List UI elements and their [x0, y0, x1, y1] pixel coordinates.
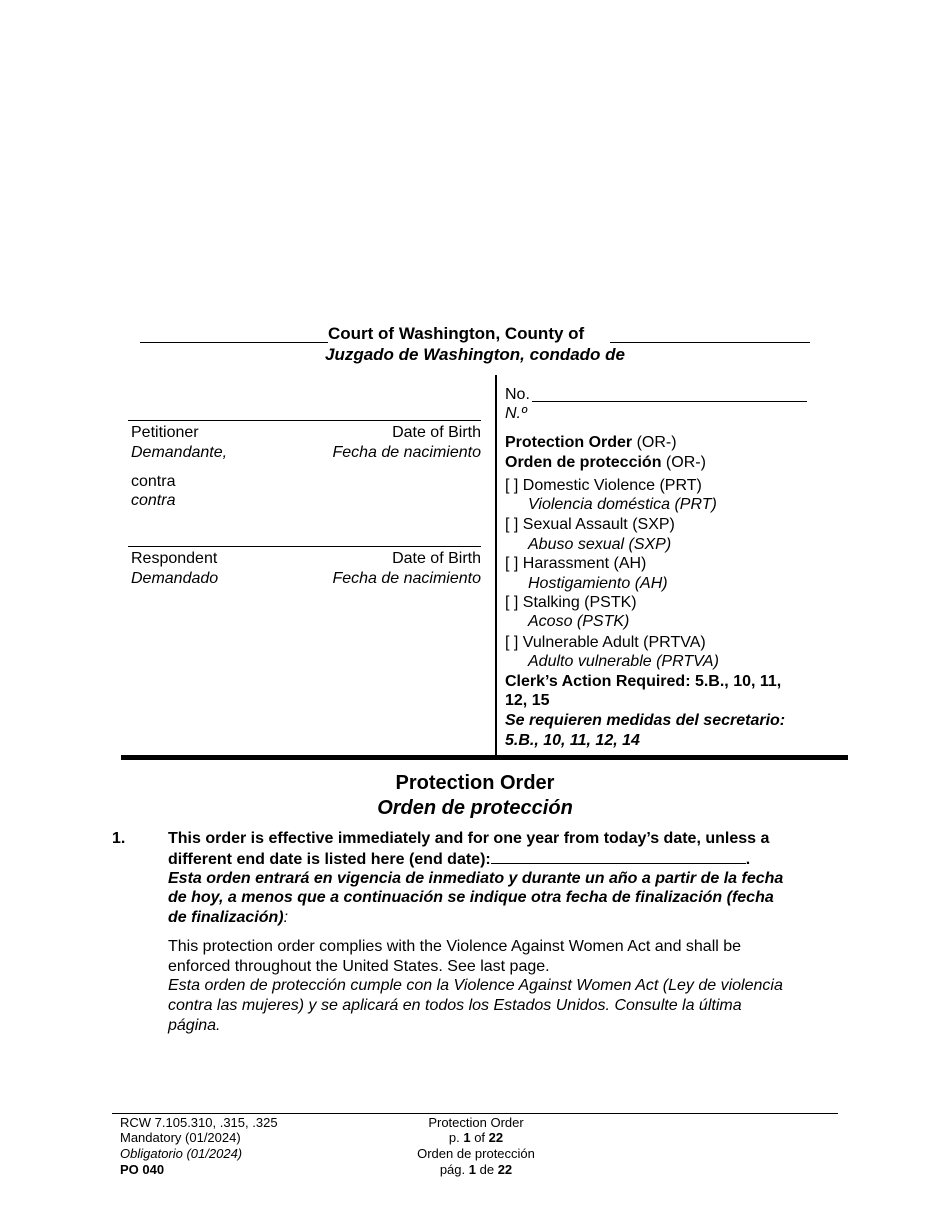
petitioner-label-es: Demandante, — [131, 444, 228, 461]
end-date-field[interactable] — [491, 849, 746, 864]
vawa-line2: enforced throughout the United States. See last page. — [168, 958, 550, 975]
clerk-action-es-line1: Se requieren medidas del secretario: — [505, 712, 786, 729]
case-number-label: No. — [505, 386, 530, 403]
petitioner-line[interactable] — [128, 420, 481, 421]
option-sexual-assault-es: Abuso sexual (SXP) — [528, 536, 672, 553]
effective-es-line2: de hoy, a menos que a continuación se indique otra fecha de finalización (fecha — [168, 889, 774, 906]
vawa-es-line3: página. — [168, 1017, 221, 1034]
checkbox[interactable]: [ ] — [505, 516, 519, 533]
option-vulnerable-adult[interactable]: [ ] Vulnerable Adult (PRTVA) — [505, 634, 706, 651]
effective-line1: This order is effective immediately and for one year from today’s date, unless a — [168, 830, 770, 847]
footer-mandatory: Mandatory (01/2024) — [120, 1130, 241, 1145]
option-harassment-es: Hostigamiento (AH) — [528, 575, 668, 592]
order-type-title: Protection Order (OR-) — [505, 434, 677, 451]
case-number-label-es: N.º — [505, 405, 527, 422]
option-domestic-violence-es: Violencia doméstica (PRT) — [528, 496, 717, 513]
clerk-action-es-line2: 5.B., 10, 11, 12, 14 — [505, 732, 640, 749]
effective-line2: different end date is listed here (end date): . — [168, 851, 751, 868]
court-title: Court of Washington, County of — [328, 324, 585, 343]
versus-label-es: contra — [131, 492, 176, 509]
respondent-label-es: Demandado — [131, 570, 219, 587]
option-stalking-es: Acoso (PSTK) — [528, 613, 630, 630]
page-title: Protection Order — [395, 772, 555, 794]
checkbox[interactable]: [ ] — [505, 594, 519, 611]
respondent-label: Respondent — [131, 550, 218, 567]
caption-divider — [495, 375, 497, 755]
order-type-title-es: Orden de protección (OR-) — [505, 454, 706, 471]
respondent-dob-label-es: Fecha de nacimiento — [332, 570, 481, 587]
footer-page-number: p. 1 of 22 — [448, 1130, 504, 1145]
vawa-es-line2: contra las mujeres) y se aplicará en todos los Estados Unidos. Consulte la última — [168, 997, 742, 1014]
option-sexual-assault[interactable]: [ ] Sexual Assault (SXP) — [505, 516, 675, 533]
option-domestic-violence[interactable]: [ ] Domestic Violence (PRT) — [505, 477, 702, 494]
clerk-action-line1: Clerk’s Action Required: 5.B., 10, 11, — [505, 673, 782, 690]
petitioner-dob-label-es: Fecha de nacimiento — [332, 444, 481, 461]
vawa-es-line1: Esta orden de protección cumple con la Violence Against Women Act (Ley de violencia — [168, 977, 783, 994]
checkbox[interactable]: [ ] — [505, 477, 519, 494]
checkbox[interactable]: [ ] — [505, 555, 519, 572]
footer-rcw: RCW 7.105.310, .315, .325 — [120, 1115, 278, 1130]
option-harassment[interactable]: [ ] Harassment (AH) — [505, 555, 647, 572]
section-number: 1. — [112, 830, 126, 847]
footer-title-es: Orden de protección — [417, 1146, 535, 1161]
checkbox[interactable]: [ ] — [505, 634, 519, 651]
option-stalking[interactable]: [ ] Stalking (PSTK) — [505, 594, 637, 611]
caption-bottom-rule — [121, 755, 848, 760]
effective-es-line3: de finalización): — [168, 909, 289, 926]
page-title-es: Orden de protección — [377, 797, 573, 819]
respondent-line[interactable] — [128, 546, 481, 547]
county-blank-right[interactable] — [610, 342, 810, 343]
county-blank-left[interactable] — [140, 342, 328, 343]
petitioner-dob-label: Date of Birth — [392, 424, 481, 441]
court-title-es: Juzgado de Washington, condado de — [324, 345, 626, 364]
vawa-line1: This protection order complies with the Violence Against Women Act and shall be — [168, 938, 742, 955]
footer-obligatorio: Obligatorio (01/2024) — [120, 1146, 243, 1161]
footer-rule — [112, 1113, 838, 1114]
effective-es-line1: Esta orden entrará en vigencia de inmediato y durante un año a partir de la fecha — [168, 870, 784, 887]
clerk-action-line2: 12, 15 — [505, 692, 550, 709]
case-number-field[interactable] — [532, 401, 807, 402]
footer-form-id: PO 040 — [120, 1162, 165, 1177]
respondent-dob-label: Date of Birth — [392, 550, 481, 567]
footer-page-number-es: pág. 1 de 22 — [439, 1162, 513, 1177]
option-vulnerable-adult-es: Adulto vulnerable (PRTVA) — [528, 653, 719, 670]
footer-title: Protection Order — [428, 1115, 524, 1130]
versus-label: contra — [131, 473, 176, 490]
petitioner-label: Petitioner — [131, 424, 199, 441]
